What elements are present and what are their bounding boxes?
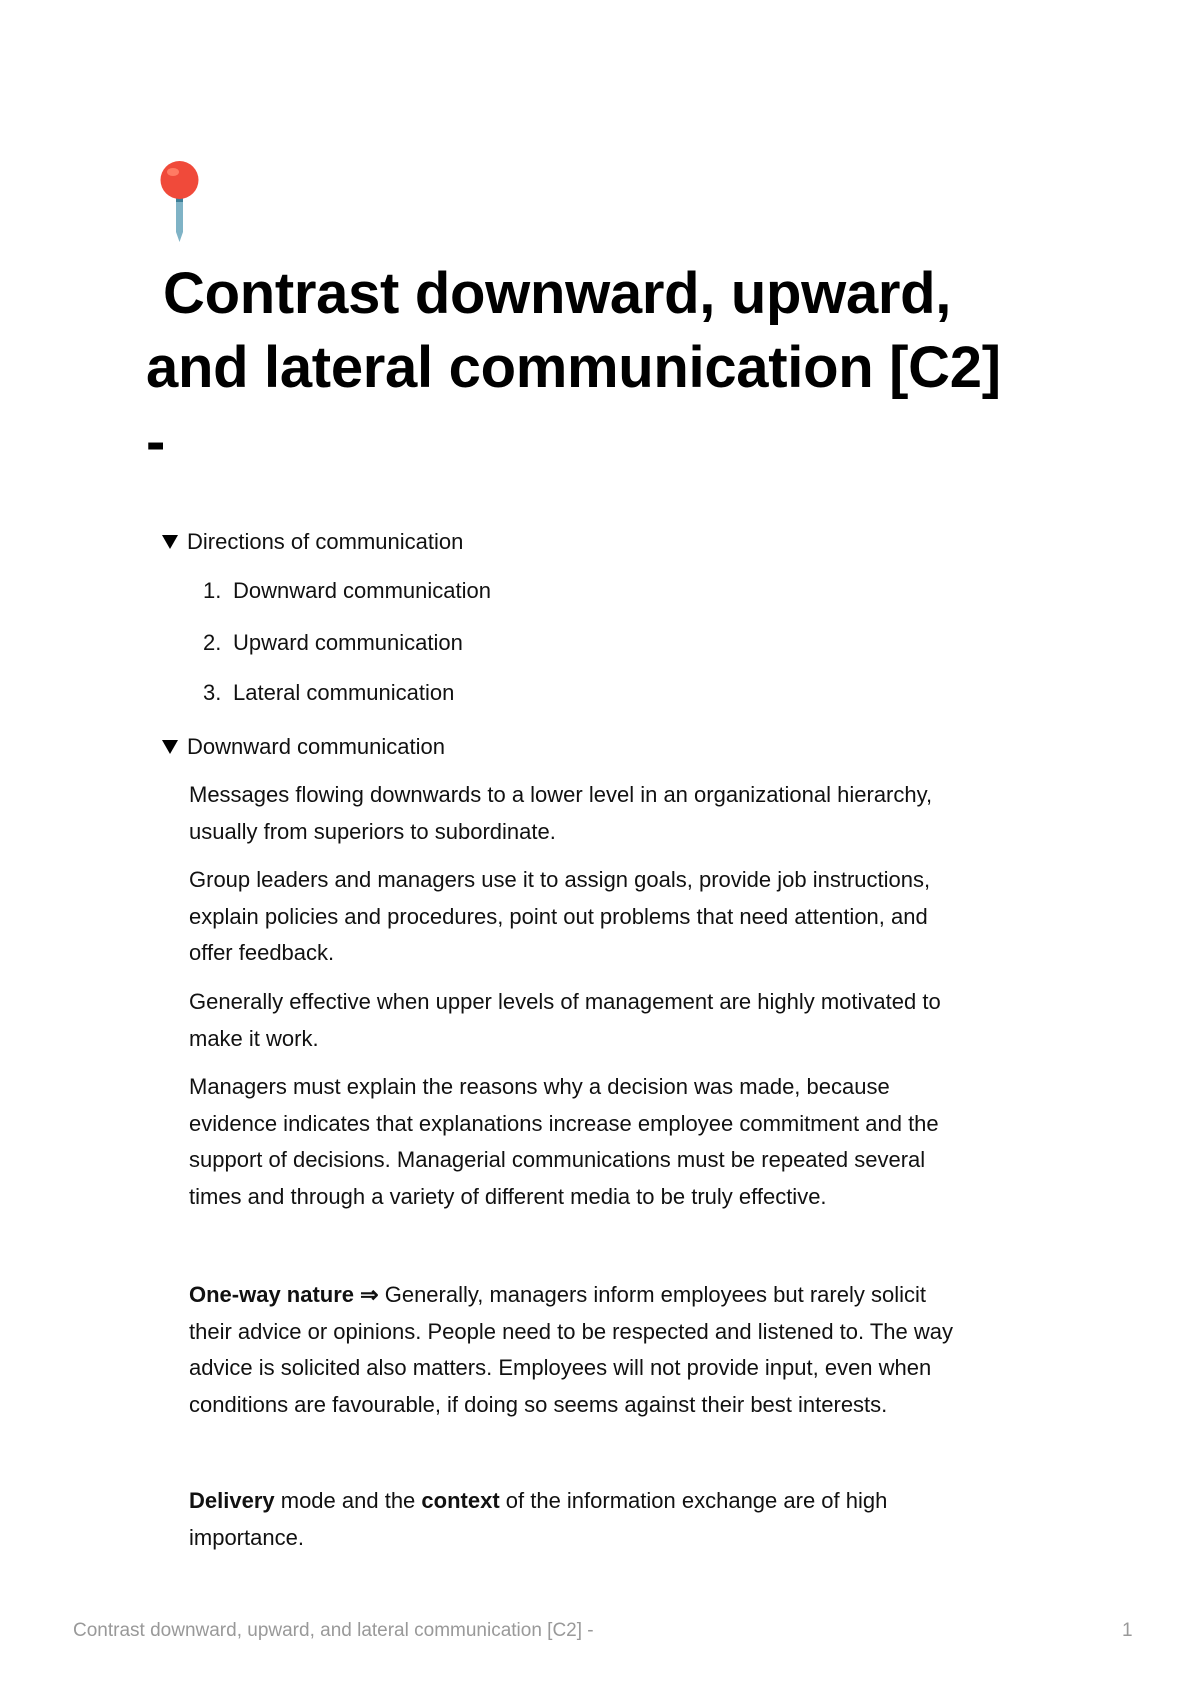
text-line: evidence indicates that explanations increase employee commitment and the <box>189 1110 939 1136</box>
footer-title: Contrast downward, upward, and lateral communication [C2] - <box>73 1620 594 1641</box>
paragraph <box>189 984 941 1057</box>
text-line: Managers must explain the reasons why a decision was made, because <box>189 1074 890 1099</box>
text-line: times and through a variety of different media to be truly effective. <box>189 1183 827 1209</box>
list-number: 2. <box>203 630 222 655</box>
paragraph <box>189 777 932 850</box>
title-line: - <box>146 409 166 474</box>
text-line: advice is solicited also matters. Employees will not provide input, even when <box>189 1355 932 1380</box>
toggle-directions[interactable] <box>162 524 463 560</box>
toggle-label: Downward communication <box>187 734 445 759</box>
title-line: Contrast downward, upward, <box>163 261 952 326</box>
bold-term: context <box>421 1488 500 1513</box>
text-run: mode and the <box>274 1488 422 1513</box>
text-line: Messages flowing downwards to a lower level in an organizational hierarchy, <box>189 782 933 807</box>
list-label: Upward communication <box>233 630 463 655</box>
text-line: make it work. <box>189 1025 319 1051</box>
list-item <box>203 573 491 609</box>
paragraph-delivery <box>189 1483 887 1556</box>
bold-term: One-way nature <box>189 1282 355 1307</box>
text-line: importance. <box>189 1524 304 1550</box>
text-line: support of decisions. Managerial communications must be repeated several <box>189 1147 926 1172</box>
list-number: 3. <box>203 680 222 705</box>
toggle-downward[interactable] <box>162 729 445 765</box>
paragraph-one-way <box>189 1277 953 1423</box>
bold-term: Delivery <box>189 1488 275 1513</box>
text-line: explain policies and procedures, point out problems that need attention, and <box>189 903 928 929</box>
text-line: Generally effective when upper levels of management are highly motivated to <box>189 989 941 1014</box>
list-label: Lateral communication <box>233 680 455 705</box>
list-item <box>203 675 454 711</box>
list-item <box>203 625 463 661</box>
toggle-label: Directions of communication <box>187 529 464 554</box>
page-number: 1 <box>1122 1620 1133 1641</box>
page-title <box>146 257 1001 479</box>
list-number: 1. <box>203 578 222 603</box>
text-line: Group leaders and managers use it to assign goals, provide job instructions, <box>189 867 931 892</box>
triangle-down-icon[interactable] <box>162 740 178 754</box>
list-label: Downward communication <box>233 578 491 603</box>
round-pushpin-icon <box>160 160 200 242</box>
text-line: conditions are favourable, if doing so seems against their best interests. <box>189 1391 888 1417</box>
text-run: of the information exchange are of high <box>499 1488 888 1513</box>
paragraph <box>189 1069 939 1215</box>
title-line: and lateral communication [C2] <box>146 335 1001 400</box>
text-line: usually from superiors to subordinate. <box>189 818 556 844</box>
triangle-down-icon[interactable] <box>162 535 178 549</box>
text-line: Generally, managers inform employees but rarely solicit <box>378 1282 926 1307</box>
paragraph <box>189 862 930 972</box>
arrow-icon: ⇒ <box>360 1282 379 1307</box>
text-line: offer feedback. <box>189 940 335 965</box>
text-line: their advice or opinions. People need to be respected and listened to. The way <box>189 1318 953 1344</box>
